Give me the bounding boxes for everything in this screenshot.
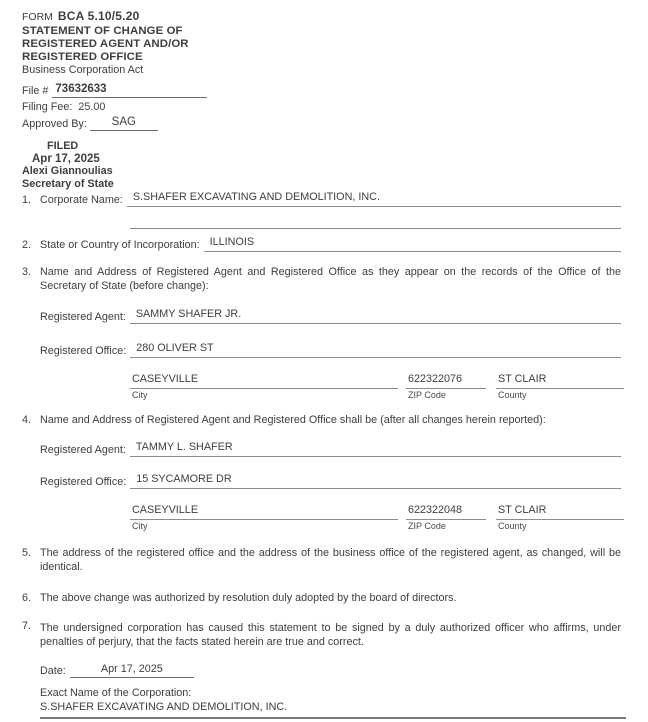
county-caption-2: County	[498, 521, 527, 531]
item-6-text: The above change was authorized by resolution duly adopted by the board of directors.	[40, 592, 457, 604]
filed-stamp	[22, 140, 322, 190]
before-office-value: 280 OLIVER ST	[130, 342, 621, 358]
filing-fee-label: Filing Fee:	[22, 101, 73, 113]
after-zip-field	[406, 504, 486, 531]
item-4-after-change	[22, 414, 621, 428]
date-value: Apr 17, 2025	[70, 663, 194, 678]
zip-caption: ZIP Code	[408, 390, 446, 400]
form-title-line-1: STATEMENT OF CHANGE OF	[22, 25, 183, 37]
before-city-field	[130, 373, 398, 400]
item-7-text: The undersigned corporation has caused this statement to be signed by a duly authorized officer who affirms, under penalties of perjury, that the facts stated herein are true and correct.	[40, 622, 621, 648]
after-city-value: CASEYVILLE	[130, 504, 398, 520]
form-title-line-3: REGISTERED OFFICE	[22, 51, 143, 63]
item-6-authorization-statement	[22, 592, 621, 606]
before-county-value: ST CLAIR	[496, 373, 624, 389]
registered-agent-label-2: Registered Agent:	[40, 444, 126, 456]
exact-corporation-name-block	[40, 687, 626, 719]
item-7-affirmation-statement	[22, 622, 621, 649]
item-3-before-change	[22, 266, 621, 293]
item-1-corporate-name	[22, 191, 621, 207]
after-county-field	[496, 504, 624, 531]
form-label: FORM	[22, 11, 53, 23]
registered-office-label-2: Registered Office:	[40, 476, 127, 488]
exact-name-value: S.SHAFER EXCAVATING AND DEMOLITION, INC.	[40, 701, 626, 719]
filed-stamp-word: FILED	[47, 140, 79, 152]
registered-office-label: Registered Office:	[40, 345, 127, 357]
form-id-line	[22, 10, 322, 24]
act-name: Business Corporation Act	[22, 64, 144, 76]
corporate-name-label: Corporate Name:	[40, 194, 123, 206]
item-5-number: 5.	[22, 547, 32, 559]
before-agent-value: SAMMY SHAFER JR.	[130, 308, 621, 324]
secretary-name: Alexi Giannoulias	[22, 165, 113, 177]
item-3-number: 3.	[22, 266, 32, 278]
after-agent-value: TAMMY L. SHAFER	[130, 441, 621, 457]
after-agent-row	[40, 441, 621, 457]
after-zip-value: 622322048	[406, 504, 486, 520]
item-7-number: 7.	[22, 620, 32, 632]
before-office-row	[40, 342, 621, 358]
date-label: Date:	[40, 665, 66, 677]
before-zip-value: 622322076	[406, 373, 486, 389]
city-caption: City	[132, 390, 148, 400]
signature-date-row	[40, 663, 194, 678]
zip-caption-2: ZIP Code	[408, 521, 446, 531]
county-caption: County	[498, 390, 527, 400]
filing-fee-value: 25.00	[78, 101, 106, 113]
item-5-identical-statement	[22, 547, 621, 574]
before-city-value: CASEYVILLE	[130, 373, 398, 389]
state-label: State or Country of Incorporation:	[40, 239, 200, 251]
file-number-row	[22, 83, 207, 98]
form-header	[22, 10, 322, 190]
approved-by-row	[22, 116, 322, 131]
before-county-field	[496, 373, 624, 400]
corporate-name-value: S.SHAFER EXCAVATING AND DEMOLITION, INC.	[127, 191, 621, 207]
item-4-number: 4.	[22, 414, 32, 426]
item-5-text: The address of the registered office and the address of the business office of the registered agent, as changed, will be identical.	[40, 547, 621, 573]
after-city-field	[130, 504, 398, 531]
corporate-name-overflow-line	[130, 218, 621, 229]
filed-stamp-date: Apr 17, 2025	[32, 152, 100, 165]
file-number-label: File #	[22, 85, 49, 97]
form-number: BCA 5.10/5.20	[57, 9, 140, 23]
filing-fee-row	[22, 101, 322, 114]
before-zip-field	[406, 373, 486, 400]
after-city-zip-county-row	[130, 504, 624, 531]
file-number-value: 73632633	[52, 83, 207, 98]
item-6-number: 6.	[22, 592, 32, 604]
before-city-zip-county-row	[130, 373, 624, 400]
exact-name-label: Exact Name of the Corporation:	[40, 687, 192, 699]
form-title-line-2: REGISTERED AGENT AND/OR	[22, 38, 189, 50]
after-county-value: ST CLAIR	[496, 504, 624, 520]
state-value: ILLINOIS	[204, 236, 621, 252]
before-agent-row	[40, 308, 621, 324]
after-office-value: 15 SYCAMORE DR	[130, 473, 621, 489]
secretary-title: Secretary of State	[22, 177, 114, 190]
item-4-text: Name and Address of Registered Agent and Registered Office shall be (after all changes herein reported):	[40, 414, 546, 426]
item-2-number: 2.	[22, 239, 32, 251]
after-office-row	[40, 473, 621, 489]
item-2-state-of-incorporation	[22, 236, 621, 252]
approved-by-label: Approved By:	[22, 118, 87, 130]
item-1-number: 1.	[22, 194, 32, 206]
approved-by-value: SAG	[90, 116, 158, 131]
registered-agent-label: Registered Agent:	[40, 311, 126, 323]
item-3-text: Name and Address of Registered Agent and Registered Office as they appear on the records of the Office of the Secretary of State (before change):	[40, 266, 621, 292]
city-caption-2: City	[132, 521, 148, 531]
